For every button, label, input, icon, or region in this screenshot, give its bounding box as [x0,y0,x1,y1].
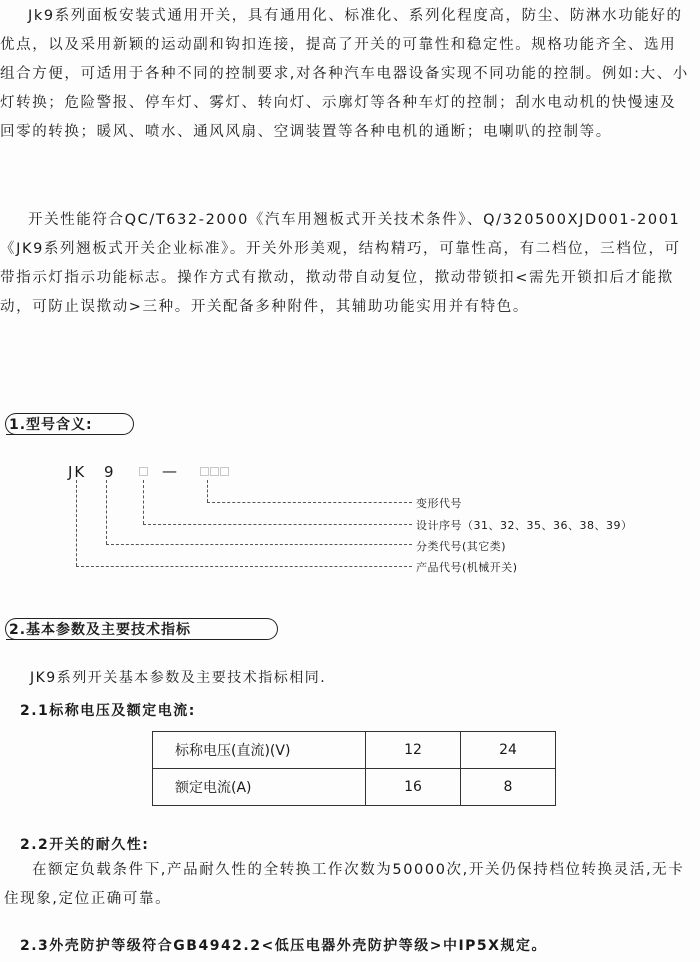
model-dash: — [162,462,177,480]
section2-heading [5,618,267,640]
table-row [153,732,556,769]
leader-category-h [106,544,412,545]
section2-title: 2.基本参数及主要技术指标 [9,622,192,638]
spec-table [152,731,556,806]
leader-variant-v [207,480,208,502]
model-digit: 9 [104,463,116,481]
model-box-variant-3 [220,467,229,476]
intro-paragraph-1 [0,2,692,147]
label-design-seq: 设计序号（31、32、35、36、38、39） [416,519,633,532]
model-prefix: JK [68,463,87,481]
sub2-text: 在额定负载条件下,产品耐久性的全转换工作次数为50000次,开关仍保持档位转换灵活,无卡住现象,定位正确可靠。 [4,862,685,907]
table-row [153,769,556,806]
table-cell: 额定电流(A) [153,769,366,806]
leader-variant-h [207,502,412,503]
intro-paragraph-2-text: 开关性能符合QC/T632-2000《汽车用翘板式开关技术条件》、Q/320500XJD001-2001《JK9系列翘板式开关企业标准》。开关外形美观，结构精巧，可靠性高，有二档位，三档位，可带指示灯指示功能标志。操作方式有揿动，揿动带自动复位，揿动带锁扣<需先开锁扣后才能揿动，可防止误揿动>三种。开关配备多种附件，其辅助功能实用并有特色。 [0,212,681,315]
sub1-title: 2.1标称电压及额定电流: [20,703,196,719]
section1-heading [5,413,123,435]
intro-paragraph-2 [0,206,692,322]
section1-title: 1.型号含义: [9,417,93,433]
model-box-variant-1 [200,467,209,476]
sub2-paragraph [4,856,692,914]
leader-design-h [143,524,412,525]
model-box-design [139,467,148,476]
table-cell: 标称电压(直流)(V) [153,732,366,769]
table-cell: 16 [366,769,461,806]
table-cell: 8 [461,769,556,806]
sub3-title: 2.3外壳防护等级符合GB4942.2<低压电器外壳防护等级>中IP5X规定。 [20,938,547,954]
label-category-code: 分类代号(其它类) [416,540,507,553]
leader-category-v [106,480,107,544]
section1-underline [6,434,123,435]
table-cell: 12 [366,732,461,769]
label-product-code: 产品代号(机械开关) [416,561,518,574]
leader-product-v [76,480,77,566]
sub2-title: 2.2开关的耐久性: [20,837,150,853]
model-box-variant-2 [210,467,219,476]
label-variant-code: 变形代号 [416,497,462,510]
intro-paragraph-1-text: Jk9系列面板安装式通用开关，具有通用化、标准化、系列化程度高，防尘、防淋水功能好的优点，以及采用新颖的运动副和钩扣连接，提高了开关的可靠性和稳定性。规格功能齐全、选用组合方便，可适用于各种不同的控制要求,对各种汽车电器设备实现不同功能的控制。例如:大、小灯转换；危险警报、停车灯、雾灯、转向灯、示廓灯等各种车灯的控制；刮水电动机的快慢速及回零的转换；暖风、喷水、通风风扇、空调装置等各种电机的通断；电喇叭的控制等。 [0,8,689,140]
leader-design-v [143,480,144,524]
table-cell: 24 [461,732,556,769]
section2-intro: JK9系列开关基本参数及主要技术指标相同. [30,670,327,686]
section2-underline [6,639,267,640]
leader-product-h [76,566,412,567]
